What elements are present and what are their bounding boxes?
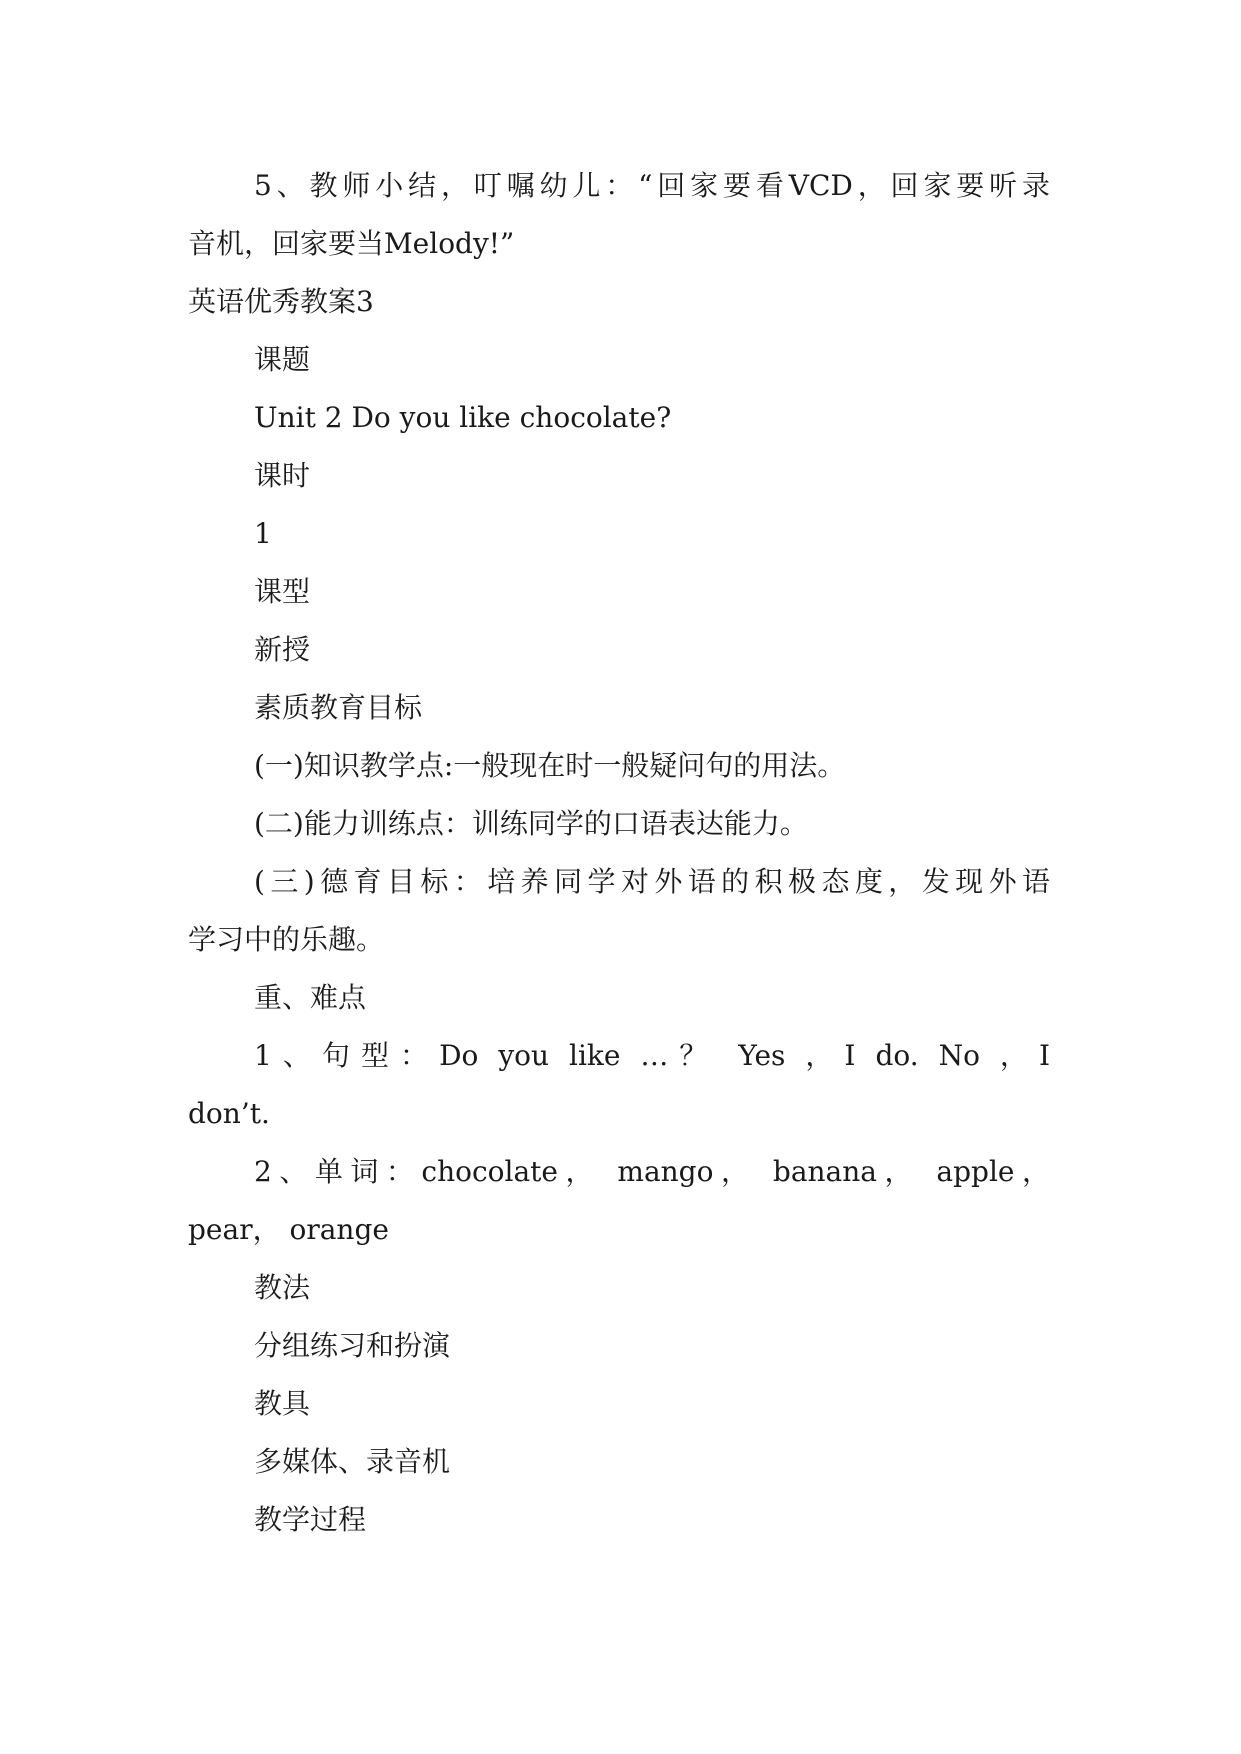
label-key-points: 重、难点 (254, 981, 367, 1014)
key-point-1-line-2: don’t. (188, 1097, 270, 1130)
key-point-1-line-1: 1、句型：Do you like …？ Yes ，I do. No ，I (254, 1039, 1050, 1072)
summary-line-2: 音机，回家要当Melody!” (188, 227, 515, 260)
section-heading: 英语优秀教案3 (188, 285, 374, 318)
key-point-2-line-1: 2、单词：chocolate， mango， banana， apple， (254, 1155, 1050, 1188)
value-method: 分组练习和扮演 (254, 1329, 451, 1362)
key-point-2-line-2: pear， orange (188, 1213, 389, 1246)
value-lesson-type: 新授 (254, 633, 311, 666)
label-process: 教学过程 (254, 1503, 367, 1536)
label-topic: 课题 (254, 343, 311, 376)
value-period: 1 (254, 517, 272, 550)
value-topic: Unit 2 Do you like chocolate? (254, 401, 672, 434)
summary-line-1: 5、教师小结，叮嘱幼儿：“回家要看VCD，回家要听录 (254, 169, 1050, 202)
goal-moral-line-1: (三)德育目标：培养同学对外语的积极态度，发现外语 (254, 865, 1050, 898)
label-goals: 素质教育目标 (254, 691, 423, 724)
goal-knowledge: (一)知识教学点:一般现在时一般疑问句的用法。 (254, 749, 846, 782)
label-method: 教法 (254, 1271, 311, 1304)
goal-moral-line-2: 学习中的乐趣。 (188, 923, 385, 956)
label-aids: 教具 (254, 1387, 311, 1420)
label-lesson-type: 课型 (254, 575, 311, 608)
goal-ability: (二)能力训练点：训练同学的口语表达能力。 (254, 807, 808, 840)
label-period: 课时 (254, 459, 311, 492)
value-aids: 多媒体、录音机 (254, 1445, 451, 1478)
